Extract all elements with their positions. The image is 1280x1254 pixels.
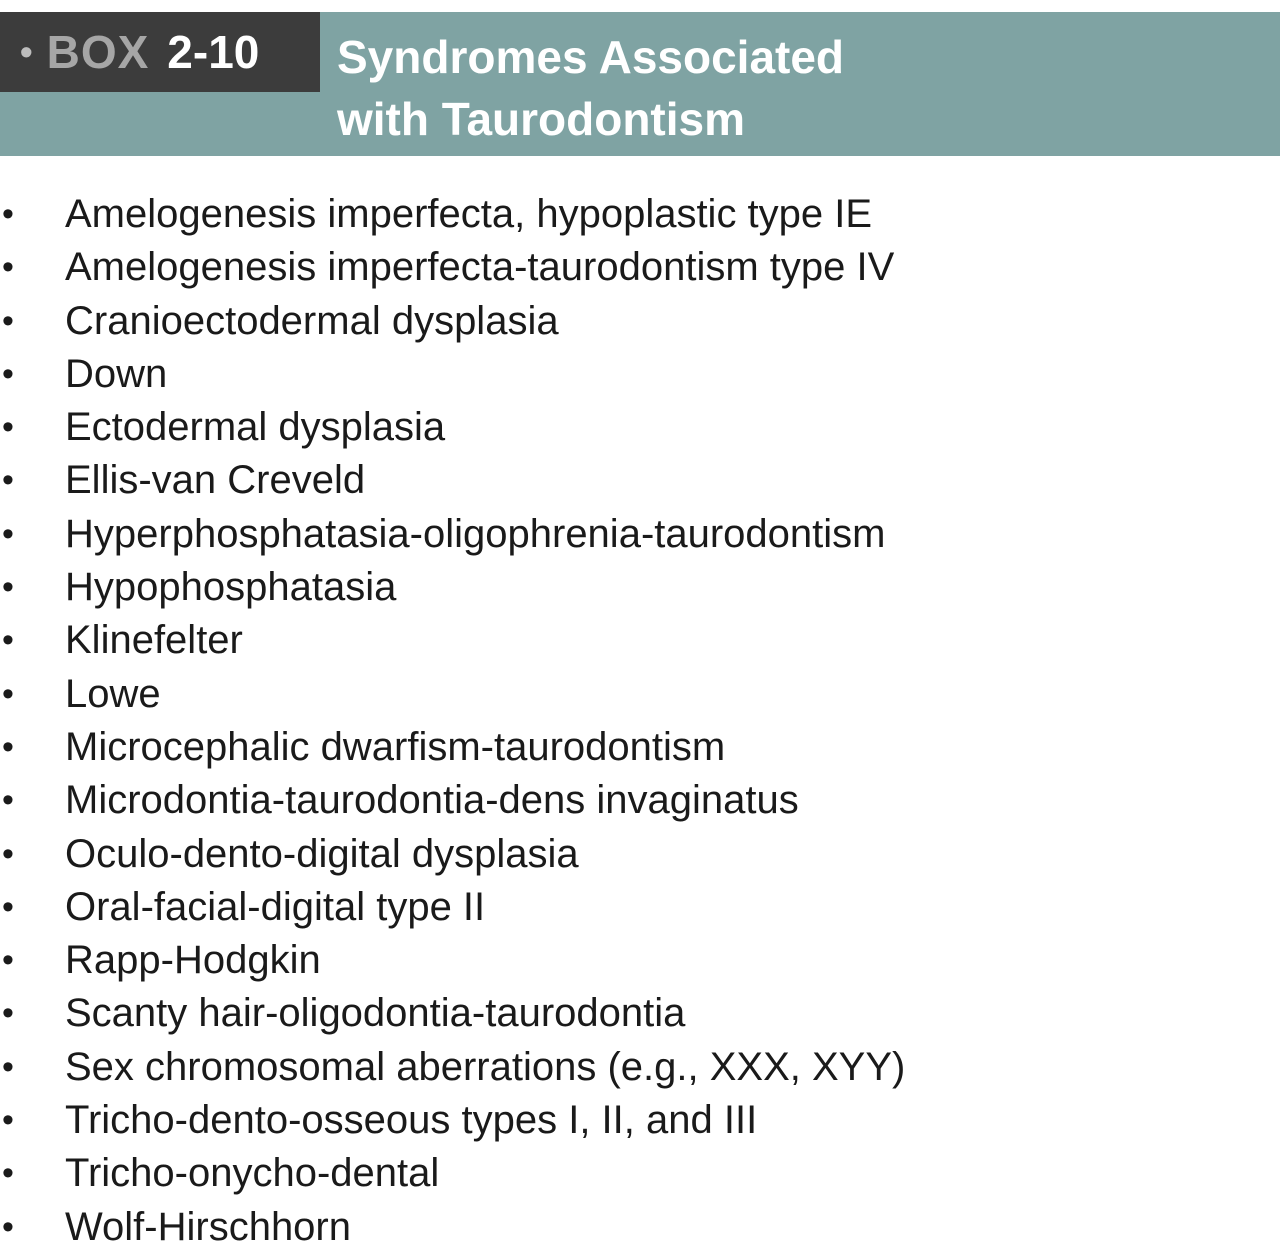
- list-item: [0, 1147, 1280, 1200]
- syndrome-list: [0, 188, 1280, 1254]
- bullet-icon: •: [2, 887, 14, 926]
- list-item-text: Oral-facial-digital type II: [65, 884, 486, 929]
- bullet-icon: •: [2, 941, 14, 980]
- list-item: [0, 1094, 1280, 1147]
- bullet-icon: •: [2, 408, 14, 447]
- list-item-text: Tricho-dento-osseous types I, II, and III: [65, 1098, 758, 1143]
- list-item: [0, 348, 1280, 401]
- bullet-icon: •: [2, 568, 14, 607]
- list-item-text: Scanty hair-oligodontia-taurodontia: [65, 991, 686, 1036]
- list-item: [0, 508, 1280, 561]
- list-item: [0, 987, 1280, 1040]
- list-item: [0, 295, 1280, 348]
- box-title-line-2: with Taurodontism: [337, 93, 746, 145]
- list-item-text: Ectodermal dysplasia: [65, 405, 446, 450]
- bullet-icon: •: [2, 994, 14, 1033]
- list-item: [0, 721, 1280, 774]
- box-title-line-1: Syndromes Associated: [337, 31, 845, 83]
- list-item-text: Microcephalic dwarfism-taurodontism: [65, 724, 726, 769]
- list-item: [0, 774, 1280, 827]
- list-item: [0, 934, 1280, 987]
- list-item: [0, 241, 1280, 294]
- list-item-text: Cranioectodermal dysplasia: [65, 298, 559, 343]
- list-item-text: Tricho-onycho-dental: [65, 1151, 440, 1196]
- list-item: [0, 828, 1280, 881]
- box-tag-label: BOX: [46, 26, 150, 78]
- bullet-icon: •: [2, 1047, 14, 1086]
- list-item-text: Amelogenesis imperfecta-taurodontism type IV: [65, 245, 895, 290]
- bullet-icon: •: [2, 674, 14, 713]
- list-item-text: Wolf-Hirschhorn: [65, 1204, 351, 1249]
- list-item: [0, 401, 1280, 454]
- list-item-text: Sex chromosomal aberrations (e.g., XXX, XYY): [65, 1044, 906, 1089]
- list-item-text: Klinefelter: [65, 618, 243, 663]
- bullet-icon: •: [2, 781, 14, 820]
- bullet-icon: •: [2, 1154, 14, 1193]
- bullet-icon: •: [2, 1101, 14, 1140]
- list-item-text: Amelogenesis imperfecta, hypoplastic type IE: [65, 192, 873, 236]
- list-item: [0, 668, 1280, 721]
- box-header: [0, 12, 1280, 156]
- list-item-text: Down: [65, 351, 168, 396]
- box-number: 2-10: [167, 26, 260, 78]
- list-item: [0, 1041, 1280, 1094]
- bullet-icon: •: [2, 248, 14, 287]
- bullet-icon: •: [2, 621, 14, 660]
- bullet-icon: •: [2, 301, 14, 340]
- bullet-icon: •: [2, 461, 14, 500]
- list-item: [0, 614, 1280, 667]
- list-item-text: Ellis-van Creveld: [65, 458, 366, 503]
- list-item: [0, 561, 1280, 614]
- box-tag: [0, 12, 320, 92]
- bullet-icon: •: [2, 1207, 14, 1246]
- list-item-text: Oculo-dento-digital dysplasia: [65, 831, 579, 876]
- list-item-text: Hyperphosphatasia-oligophrenia-taurodontism: [65, 511, 886, 556]
- bullet-icon: •: [2, 727, 14, 766]
- list-item-text: Rapp-Hodgkin: [65, 938, 321, 983]
- list-item: [0, 454, 1280, 507]
- list-item-text: Hypophosphatasia: [65, 565, 397, 610]
- bullet-icon: •: [2, 354, 14, 393]
- list-item: [0, 1201, 1280, 1254]
- box-tag-bullet: •: [20, 31, 33, 72]
- box-title: [337, 26, 1257, 150]
- list-item: [0, 188, 1280, 241]
- bullet-icon: •: [2, 195, 14, 233]
- list-item-text: Microdontia-taurodontia-dens invaginatus: [65, 778, 799, 823]
- bullet-icon: •: [2, 514, 14, 553]
- list-item-text: Lowe: [65, 671, 161, 716]
- list-item: [0, 881, 1280, 934]
- bullet-icon: •: [2, 834, 14, 873]
